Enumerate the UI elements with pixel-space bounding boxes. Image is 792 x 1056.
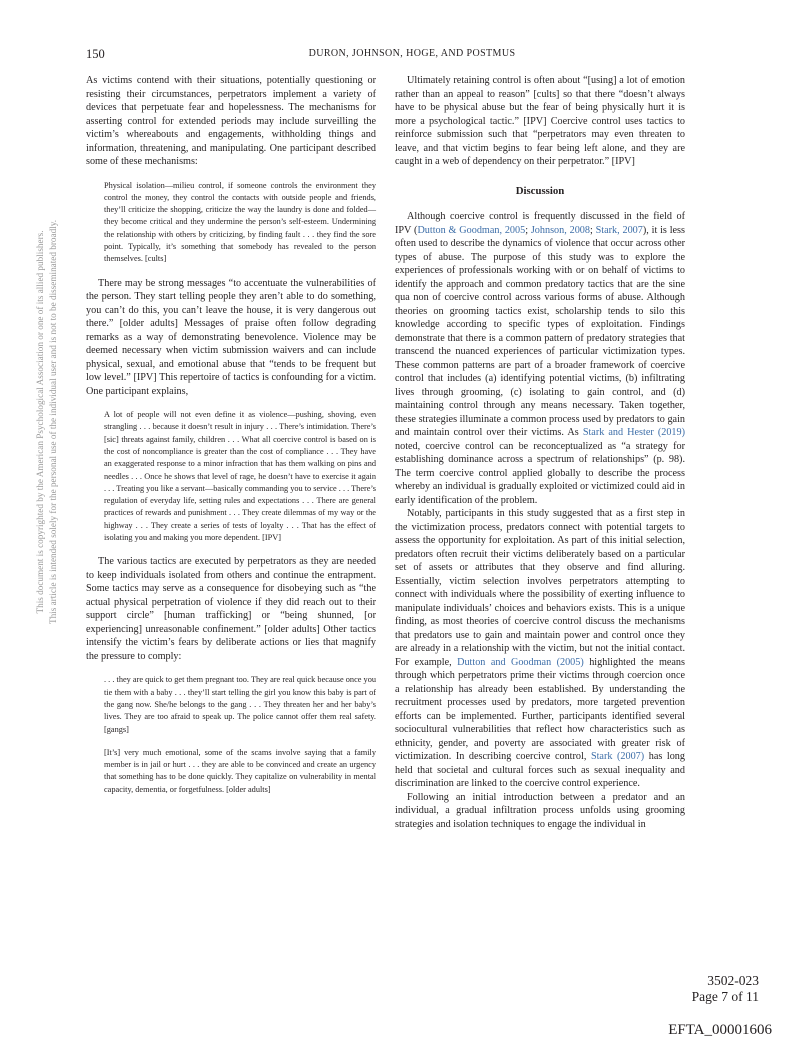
- citation-link[interactable]: Stark, 2007: [595, 224, 643, 236]
- text-run: Notably, participants in this study suggested that as a first step in the victimization process, predators connect with potential targets to assess the opportunity for exploitation. As part of this initial selection, predators often recruit their victims deliberately based on a particular set of assets or attributes that they observe and find alluring. Essentially, victim selection involves perpetrators attempting to connect with individuals where the possibility of exerting influence to manipulate individuals’ choices and behaviors exists. This is a unique finding, as most theories of coercive control discuss the mechanisms that predators use to gain and maintain power and control once they are already in a relationship with the victim, but not the initial contact. For example,: [395, 508, 685, 668]
- copyright-notice-line-2: This article is intended solely for the personal use of the individual user and is not to be disseminated broadly.: [48, 219, 58, 625]
- copyright-side-notice: [34, 182, 60, 662]
- text-run: ;: [525, 224, 531, 236]
- citation-link[interactable]: Johnson, 2008: [530, 224, 590, 236]
- text-run: noted, coercive control can be reconceptualized as “a strategy for establishing dominance across a spectrum of relationships” (p. 98). The term coercive control applied globally to describe the process whereby an individual is gradually exploited or victimized could aid in early identification of the problem.: [395, 440, 685, 506]
- running-header-authors: DURON, JOHNSON, HOGE, AND POSTMUS: [308, 48, 516, 59]
- paragraph: Ultimately retaining control is often about “[using] a lot of emotion rather than an appeal to reason” [cults] so that there “doesn’t always have to be physical abuse but the fear of being physically hurt it is more a psychological tactic.” [IPV] Coercive control uses tactics to reinforce submission such that “perpetrators may even threaten to leave, and that victim begins to fear being left alone, and they are caught in a web of dependency on their perpetrator.” [IPV]: [395, 75, 685, 167]
- citation-link[interactable]: Stark and Hester (2019): [582, 427, 685, 438]
- text-run: ;: [589, 224, 596, 236]
- paragraph: Following an initial introduction between a predator and an individual, a gradual infiltration process unfolds using grooming strategies and isolation techniques to engage the individual in: [395, 791, 685, 830]
- text-run: highlighted the means through which perpetrators prime their victims through coercion once a relationship has already been established. By understanding the recruitment processes used by predators, more targeted prevention efforts can be implemented. Further, participants identified several sociocultural vulnerabilities that reflect how characteristics such as ethnicity, gender, and poverty are associated with greater risk of victimization. In describing coercive control,: [395, 656, 685, 762]
- left-column: [86, 74, 376, 807]
- paragraph: [395, 507, 685, 791]
- citation-link[interactable]: Dutton and Goodman (2005): [457, 656, 584, 668]
- page-count-stamp: Page 7 of 11: [691, 989, 759, 1004]
- paragraph: There may be strong messages “to accentuate the vulnerabilities of the person. They start telling people they aren’t able to do something, you can’t do this, you can’t leave the house, it is very dangerous out there.” [older adults] Messages of praise often follow degrading remarks as a way of demonstrating benevolence. Violence may be deemed necessary when victim submission waivers and can include physical, sexual, and emotional abuse that “tends to be frequent but low level.” [IPV] This repertoire of tactics is confounding for a victim. One participant explains,: [86, 277, 376, 397]
- block-quote: [It’s] very much emotional, some of the scams involve saying that a family member is in jail or hurt . . . they are able to be convinced and create an urgency that something has to be done quickly. They capitalize on vulnerability in mental capacity, dementia, or forgetfulness. [older adults]: [104, 747, 376, 794]
- text-run: has long held that societal and cultural forces such as sexual inequality and discrimination are linked to the coercive control experience.: [395, 751, 685, 789]
- paragraph: [395, 210, 685, 507]
- block-quote: . . . they are quick to get them pregnant too. They are real quick because once you tie them with a baby . . . they’ll start telling the girl you know this baby is part of the gang now. She/he belongs to the gang . . . They threaten her and her baby’s lives. They are too afraid to speak up. The police cannot offer them real safety. [gangs]: [104, 675, 376, 734]
- text-run: ), it is less often used to describe the dynamics of violence that occur across other types of abuse. The purpose of this study was to explore the experiences of professionals working with or on behalf of victims to identify the approach and common predatory tactics that are the sine qua non of coercive control across various forms of abuse. Although theories on grooming tactics exist, scholarship tends to silo this knowledge according to specific types of exploitation. Findings demonstrate that there is a common pattern of predatory strategies that transcend the nuanced experiences of particular victimization types. These common patterns are part of a broader framework of coercive control that includes (a) identifying potential victims, (b) infiltrating lives through grooming, (c) isolating to gain control, and (d) maintaining control through any means necessary. Taken together, these strategies illuminate a common process used by predators to gain and maintain control over their victims. As: [395, 224, 685, 438]
- citation-link[interactable]: Stark (2007): [590, 751, 645, 762]
- paragraph: As victims contend with their situations, potentially questioning or resisting their circumstances, perpetrators implement a variety of devices that perpetuate fear and hopelessness. The mechanisms for asserting control for extended periods may include surveilling the victim’s whereabouts and engagements, withholding things and information, threatening, and manipulating. One participant described some of these mechanisms:: [86, 75, 376, 167]
- document-code-stamp: 3502-023: [707, 973, 759, 988]
- efta-bates-number: EFTA_00001606: [668, 1022, 772, 1038]
- paragraph: The various tactics are executed by perpetrators as they are needed to keep individuals isolated from others and continue the entrapment. Some tactics may serve as a consequence for disobeying such as “the actual physical perpetration of violence if they did reach out to their support circle” [human trafficking] or “being shunned, [or experiencing] unreasonable confinement.” [older adults] Other tactics intensify the victim’s fears by deliberate actions or lies that magnify the pressure to comply:: [86, 556, 376, 662]
- citation-link[interactable]: Dutton & Goodman, 2005: [417, 224, 526, 236]
- page-number: 150: [86, 47, 105, 61]
- section-heading-discussion: Discussion: [515, 184, 565, 197]
- text-run: Although coercive control is frequently discussed in the field of IPV (: [395, 211, 685, 236]
- right-column: [395, 74, 685, 831]
- block-quote: A lot of people will not even define it as violence—pushing, shoving, even strangling . . . because it doesn’t result in injury . . . There’s intimidation. There’s [sic] threats against family, children . . . What all coercive control is based on is the cost of noncompliance is greater than the cost of compliance . . . They have an exaggerated response to a minor infraction that has them walking on pins and needles . . . Once he shows that level of rage, he doesn’t have to exercise it again . . . Treating you like a servant—basically commanding you to service . . . There’s regulation of everyday life, setting rules and expectations . . . There are general practices of rewards and punishment . . . They create dilemmas of my way or the highway . . . They create a series of tests of loyalty . . . That has the effect of isolating you and making you more dependent. [IPV]: [104, 410, 376, 543]
- copyright-notice-line-1: This document is copyrighted by the American Psychological Association or one of its allied publishers.: [35, 230, 45, 614]
- block-quote: Physical isolation—milieu control, if someone controls the environment they control the money, they control the contacts with outside people and friends, they’ll criticize the shopping, criticize the way the laundry is done and folded—they become critical and they undermine the person’s self-esteem. Undermining the relationship with others by criticizing, by finding fault . . . they find the sore point. Typically, it’s something that somebody has revealed to the person themselves. [cults]: [104, 180, 376, 264]
